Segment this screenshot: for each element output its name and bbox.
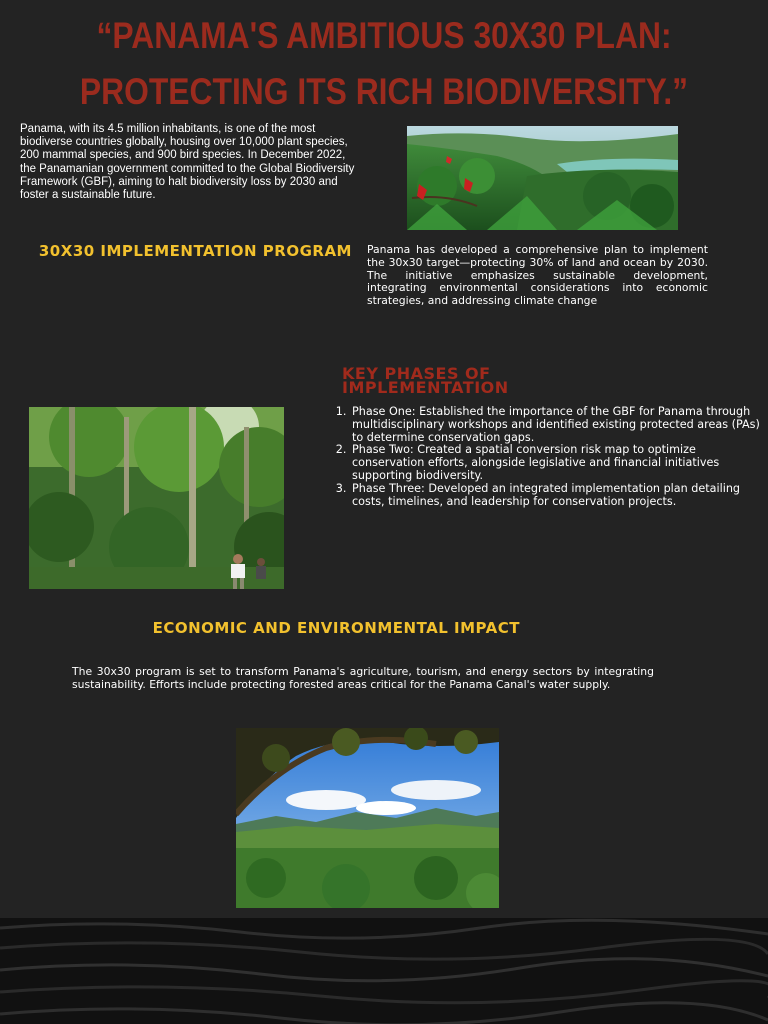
page-title: “PANAMA'S AMBITIOUS 30X30 PLAN: PROTECTING ITS RICH BIODIVERSITY.” [79,15,689,112]
phase-item-1: 1. Phase One: Established the importance of the GBF for Panama through multidisciplinary workshops and identified existing protected areas (PAs) to determine conservation gaps. [350,406,760,444]
impact-heading: ECONOMIC AND ENVIRONMENTAL IMPACT [152,619,520,637]
phase-item-2: 2. Phase Two: Created a spatial conversion risk map to optimize conservation efforts, alongside legislative and financial initiatives supporting biodiversity. [350,444,760,482]
forest-hikers-image [29,407,284,589]
phases-list [330,406,760,508]
rainforest-macaws-image [407,126,678,230]
impact-paragraph: The 30x30 program is set to transform Panama's agriculture, tourism, and energy sectors by integrating sustainability. Efforts include protecting forested areas critical for the Panama Canal's water supply. [72,665,654,691]
implementation-heading: 30X30 IMPLEMENTATION PROGRAM [38,242,352,260]
phases-heading: KEY PHASES OF IMPLEMENTATION [342,364,509,397]
phase-item-3: 3. Phase Three: Developed an integrated implementation plan detailing costs, timelines, and leadership for conservation projects. [350,483,760,509]
sand-texture-footer [0,918,768,1024]
intro-paragraph: Panama, with its 4.5 million inhabitants, is one of the most biodiverse countries globally, housing over 10,000 plant species, 200 mammal species, and 900 bird species. In December 2022, the Panamanian government committed to the Global Biodiversity Framework (GBF), aiming to halt biodiversity loss by 2030 and foster a sustainable future. [20,123,355,202]
implementation-paragraph: Panama has developed a comprehensive plan to implement the 30x30 target—protecting 30% of land and ocean by 2030. The initiative emphasizes sustainable development, integrating environmental considerations into economic strategies, and addressing climate change [367,243,708,308]
landscape-sky-image [236,728,499,908]
